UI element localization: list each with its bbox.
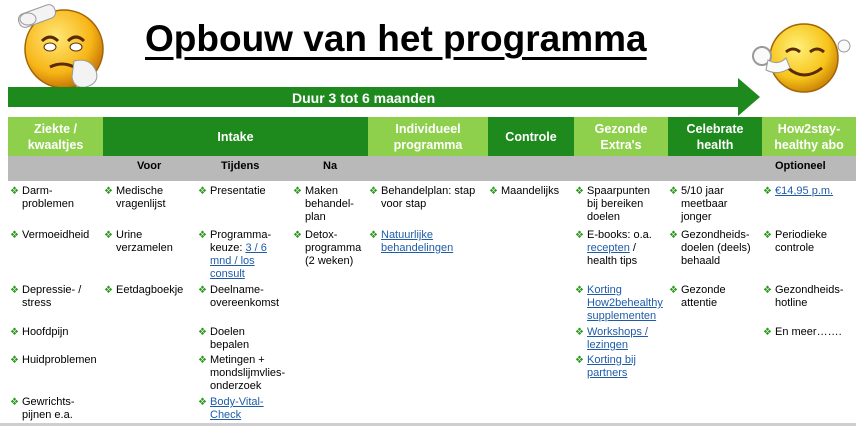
recipes-link[interactable]: recepten (587, 242, 630, 254)
body-vital-check-link[interactable]: Body-Vital- Check (210, 396, 264, 421)
diamond-bullet-icon: ❖ (10, 186, 19, 197)
diamond-bullet-icon: ❖ (198, 186, 207, 197)
diamond-bullet-icon: ❖ (669, 186, 678, 197)
duration-label: Duur 3 tot 6 maanden (292, 90, 436, 106)
list-item: ❖ Medische vragenlijst (104, 185, 166, 210)
header-ziekte: Ziekte / kwaaltjes (8, 117, 103, 156)
subheader-na: Na (323, 160, 338, 172)
header-individueel: Individueel programma (368, 117, 488, 156)
list-item: ❖ Vermoeidheid (10, 229, 90, 241)
diamond-bullet-icon: ❖ (763, 230, 772, 241)
list-item: ❖ Urine verzamelen (104, 229, 173, 254)
diamond-bullet-icon: ❖ (669, 230, 678, 241)
list-item: ❖ Behandelplan: stap voor stap (369, 185, 476, 210)
ok-smiley-icon (748, 20, 852, 96)
diamond-bullet-icon: ❖ (10, 327, 19, 338)
diamond-bullet-icon: ❖ (293, 186, 302, 197)
diamond-bullet-icon: ❖ (104, 230, 113, 241)
diamond-bullet-icon: ❖ (369, 186, 378, 197)
diamond-bullet-icon: ❖ (575, 355, 584, 366)
header-celebrate: Celebrate health (668, 117, 762, 156)
header-gezonde-extras: Gezonde Extra's (574, 117, 668, 156)
diamond-bullet-icon: ❖ (489, 186, 498, 197)
natural-treatments-link[interactable]: Natuurlijke behandelingen (381, 229, 454, 254)
list-item: ❖ Maandelijks (489, 185, 560, 197)
diamond-bullet-icon: ❖ (198, 397, 207, 408)
diamond-bullet-icon: ❖ (198, 355, 207, 366)
list-item: ❖ En meer……. (763, 326, 842, 338)
diamond-bullet-icon: ❖ (10, 285, 19, 296)
list-item (198, 396, 264, 422)
list-item: ❖ E-books: o.a. recepten / health tips (575, 229, 652, 267)
list-item: ❖ Eetdagboekje (104, 284, 184, 296)
diamond-bullet-icon: ❖ (763, 327, 772, 338)
list-item: ❖ Huidproblemen (10, 354, 97, 366)
list-item (575, 284, 663, 323)
diamond-bullet-icon: ❖ (369, 230, 378, 241)
header-how2stay: How2stay- healthy abo (762, 117, 856, 156)
diamond-bullet-icon: ❖ (763, 186, 772, 197)
list-item: ❖ Darm- problemen (10, 185, 74, 210)
list-item: ❖ Spaarpunten bij bereiken doelen (575, 185, 650, 223)
list-item: ❖ Gewrichts- pijnen e.a. (10, 396, 75, 421)
diamond-bullet-icon: ❖ (575, 186, 584, 197)
diamond-bullet-icon: ❖ (763, 285, 772, 296)
program-choice-link[interactable]: 3 / 6 mnd / los consult (210, 242, 267, 280)
list-item: ❖ Doelen bepalen (198, 326, 250, 351)
diamond-bullet-icon: ❖ (575, 327, 584, 338)
list-item (575, 326, 648, 352)
list-item: ❖ Depressie- / stress (10, 284, 82, 309)
diamond-bullet-icon: ❖ (198, 230, 207, 241)
list-item: ❖ Detox- programma (2 weken) (293, 229, 362, 267)
header-controle: Controle (488, 117, 574, 156)
list-item: ❖ Gezondheids- hotline (763, 284, 844, 309)
subscription-price-link[interactable]: €14,95 p.m. (775, 185, 834, 197)
list-item: ❖ 5/10 jaar meetbaar jonger (669, 185, 728, 223)
list-item: ❖ Maken behandel- plan (293, 185, 354, 223)
list-item (763, 185, 833, 198)
list-item: ❖ Periodieke controle (763, 229, 827, 254)
list-item: ❖ Programma- keuze: 3 / 6 mnd / los consult (198, 229, 272, 280)
list-item: ❖ Deelname- overeenkomst (198, 284, 280, 309)
diamond-bullet-icon: ❖ (575, 285, 584, 296)
diamond-bullet-icon: ❖ (198, 285, 207, 296)
list-item: ❖ Hoofdpijn (10, 326, 69, 338)
diamond-bullet-icon: ❖ (198, 327, 207, 338)
diamond-bullet-icon: ❖ (10, 397, 19, 408)
workshops-link[interactable]: Workshops / lezingen (587, 326, 648, 351)
diamond-bullet-icon: ❖ (104, 285, 113, 296)
subheader-bar (8, 156, 856, 181)
diamond-bullet-icon: ❖ (669, 285, 678, 296)
diamond-bullet-icon: ❖ (10, 230, 19, 241)
list-item: ❖ Gezonde attentie (669, 284, 726, 309)
list-item: ❖ Gezondheids- doelen (deels) behaald (669, 229, 751, 267)
list-item (575, 354, 636, 380)
list-item: ❖ Presentatie (198, 185, 266, 197)
diamond-bullet-icon: ❖ (10, 355, 19, 366)
partner-discount-link[interactable]: Korting bij partners (587, 354, 636, 379)
diamond-bullet-icon: ❖ (575, 230, 584, 241)
subheader-tijdens: Tijdens (221, 160, 260, 172)
subheader-optioneel: Optioneel (775, 160, 826, 172)
list-item: ❖ Metingen + mondslijmvlies- onderzoek (198, 354, 286, 392)
diamond-bullet-icon: ❖ (104, 186, 113, 197)
subheader-voor: Voor (137, 160, 162, 172)
supplements-discount-link[interactable]: Korting How2behealthy supplementen (587, 284, 663, 322)
list-item (369, 229, 453, 255)
diamond-bullet-icon: ❖ (293, 230, 302, 241)
header-intake: Intake (103, 117, 368, 156)
page-title: Opbouw van het programma (145, 18, 647, 59)
